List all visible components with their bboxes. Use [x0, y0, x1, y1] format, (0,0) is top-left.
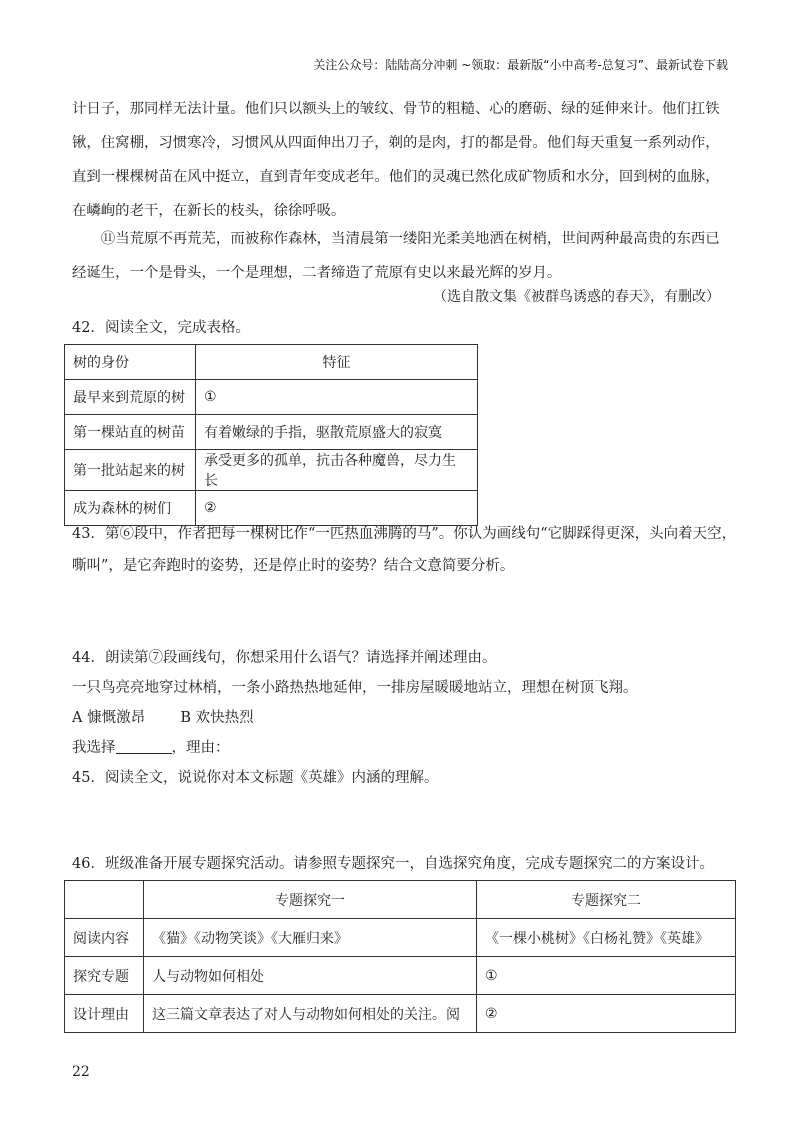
table-cell: 阅读内容	[65, 919, 144, 957]
table-cell: 探究专题	[65, 957, 144, 995]
table-cell: 最早来到荒原的树	[65, 380, 196, 415]
paragraph-10-end: 计日子，那同样无法计量。他们只以额头上的皱纹、骨节的粗糙、心的磨砺、绿的延伸来计。他们扛铁锹，住窝棚，习惯寒冷，习惯风从四面伸出刀子，剃的是肉，打的都是骨。他们每天重复一系列动作，直到一棵棵树苗在风中挺立，直到青年变成老年。他们的灵魂已然化成矿物质和水分，回到树的血脉，在嶙峋的老干，在新长的枝头，徐徐呼吸。	[72, 101, 720, 219]
source-citation: （选自散文集《被群鸟诱惑的春天》，有删改）	[433, 289, 720, 305]
choice-blank[interactable]	[116, 739, 172, 754]
choose-label: 我选择	[72, 740, 116, 756]
table-cell: 承受更多的孤单，抗击各种魔兽，尽力生长	[196, 450, 478, 491]
table-header-cell: 特征	[196, 345, 478, 380]
page-header: 关注公众号：陆陆高分冲刺 ~领取：最新版“小中高考-总复习”、最新试卷下载	[313, 58, 728, 72]
table-row	[65, 995, 736, 1033]
answer-blank-2[interactable]: ②	[196, 491, 478, 526]
reason-label: ，理由：	[171, 740, 230, 756]
question-44-options	[72, 706, 254, 727]
option-a[interactable]: A 慷慨激昂	[72, 710, 146, 726]
table-cell: 《猫》《动物笑谈》《大雁归来》	[144, 919, 477, 957]
table-cell: 第一棵站直的树苗	[65, 415, 196, 450]
option-b[interactable]: B 欢快热烈	[180, 710, 254, 726]
table-row	[65, 957, 736, 995]
table-header-cell	[65, 881, 144, 919]
table-header-row	[65, 881, 736, 919]
table-header-cell: 专题探究二	[477, 881, 736, 919]
question-44-answer	[72, 736, 230, 757]
table-row	[65, 380, 478, 415]
table-cell: 成为森林的树们	[65, 491, 196, 526]
question-44-sentence: 一只鸟亮亮地穿过林梢，一条小路热热地延伸，一排房屋暖暖地站立，理想在树顶飞翔。	[72, 680, 638, 696]
answer-blank-1[interactable]: ①	[196, 380, 478, 415]
tree-identity-table	[64, 344, 478, 526]
table-cell: 设计理由	[65, 995, 144, 1033]
table-cell: 有着嫩绿的手指，驱散荒原盛大的寂寞	[196, 415, 478, 450]
table-cell: 人与动物如何相处	[144, 957, 477, 995]
table-cell: 第一批站起来的树	[65, 450, 196, 491]
table-row	[65, 415, 478, 450]
table-header-cell: 树的身份	[65, 345, 196, 380]
question-43-line-2: 嘶叫”，是它奔跑时的姿势，还是停止时的姿势？结合文意简要分析。	[72, 558, 515, 574]
topic-research-table	[64, 880, 736, 1033]
table-row	[65, 450, 478, 491]
question-44: 44．朗读第⑦段画线句，你想采用什么语气？请选择并阐述理由。	[72, 650, 497, 666]
table-row	[65, 919, 736, 957]
question-43-line-1: 43．第⑥段中，作者把每一棵树比作“一匹热血沸腾的马”。你认为画线句“它脚踩得更深，头向着天空，	[72, 526, 737, 542]
page-number: 22	[72, 1064, 90, 1080]
question-46: 46．班级准备开展专题探究活动。请参照专题探究一，自选探究角度，完成专题探究二的方案设计。	[72, 856, 714, 872]
question-45: 45．阅读全文，说说你对本文标题《英雄》内涵的理解。	[72, 770, 439, 786]
paragraph-11: ⑪当荒原不再荒芜，而被称作森林，当清晨第一缕阳光柔美地洒在树梢，世间两种最高贵的东西已经诞生，一个是骨头，一个是理想，二者缔造了荒原有史以来最光辉的岁月。	[72, 231, 720, 281]
table-header-row	[65, 345, 478, 380]
answer-blank-3[interactable]: ①	[477, 957, 736, 995]
table-cell: 这三篇文章表达了对人与动物如何相处的关注。阅	[144, 995, 477, 1033]
answer-blank-4[interactable]: ②	[477, 995, 736, 1033]
question-42: 42．阅读全文，完成表格。	[72, 320, 250, 336]
table-cell: 《一棵小桃树》《白杨礼赞》《英雄》	[477, 919, 736, 957]
table-header-cell: 专题探究一	[144, 881, 477, 919]
table-row	[65, 491, 478, 526]
